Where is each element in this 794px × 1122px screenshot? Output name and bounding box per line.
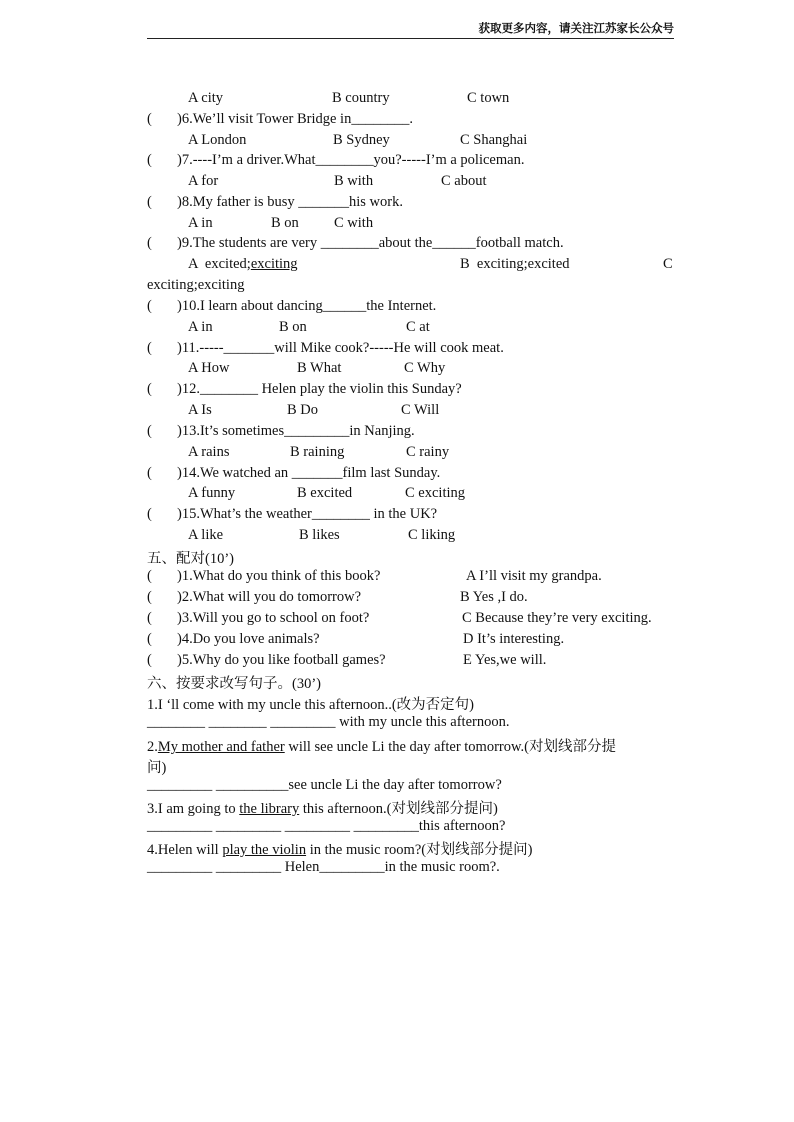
q15-option-b: B likes bbox=[299, 527, 340, 543]
q8-option-a: A in bbox=[188, 215, 213, 231]
q11-option-a: A How bbox=[188, 360, 230, 376]
match3-paren: ( bbox=[147, 610, 152, 626]
rewrite4-rest: in the music room?(对划线部分提问) bbox=[306, 842, 533, 858]
q10-option-a: A in bbox=[188, 319, 213, 335]
q7-option-c: C about bbox=[441, 173, 487, 189]
q12-paren: ( bbox=[147, 381, 152, 397]
match5-answer: E Yes,we will. bbox=[463, 652, 547, 668]
q10-option-b: B on bbox=[279, 319, 307, 335]
match1-question: )1.What do you think of this book? bbox=[177, 568, 381, 584]
q14-option-b: B excited bbox=[297, 485, 353, 501]
q6-option-c: C Shanghai bbox=[460, 132, 528, 148]
section6-title: 六、按要求改写句子。(30’) bbox=[147, 676, 321, 692]
rewrite3-rest: this afternoon.(对划线部分提问) bbox=[299, 801, 498, 817]
q15-option-c: C liking bbox=[408, 527, 456, 543]
q13-option-a: A rains bbox=[188, 444, 230, 460]
q11-paren: ( bbox=[147, 340, 152, 356]
q10-option-c: C at bbox=[406, 319, 430, 335]
q13-option-b: B raining bbox=[290, 444, 345, 460]
rewrite4-underlined: play the violin bbox=[222, 842, 307, 858]
rewrite2-underlined: My mother and father bbox=[157, 739, 285, 755]
q15-stem: )15.What’s the weather________ in the UK? bbox=[177, 506, 438, 522]
q12-option-b: B Do bbox=[287, 402, 319, 418]
q8-stem: )8.My father is busy _______his work. bbox=[177, 194, 403, 210]
q12-option-a: A Is bbox=[188, 402, 212, 418]
q14-option-c: C exciting bbox=[405, 485, 466, 501]
q8-paren: ( bbox=[147, 194, 152, 210]
q15-paren: ( bbox=[147, 506, 152, 522]
q8-option-b: B on bbox=[271, 215, 299, 231]
q11-option-b: B What bbox=[297, 360, 342, 376]
rewrite3-blank: _________ _________ _________ _________this afternoon? bbox=[147, 818, 506, 834]
q8-option-c: C with bbox=[334, 215, 374, 231]
section5-title: 五、配对(10’) bbox=[147, 551, 234, 567]
q9-stem: )9.The students are very ________about the______football match. bbox=[177, 235, 564, 251]
rewrite2-blank: _________ __________see uncle Li the day after tomorrow? bbox=[147, 777, 502, 793]
rewrite3-underlined: the library bbox=[239, 801, 300, 817]
q9-paren: ( bbox=[147, 235, 152, 251]
q12-stem: )12.________ Helen play the violin this Sunday? bbox=[177, 381, 462, 397]
match2-paren: ( bbox=[147, 589, 152, 605]
match1-paren: ( bbox=[147, 568, 152, 584]
q9-option-c-wrap: exciting;exciting bbox=[147, 277, 245, 293]
match2-question: )2.What will you do tomorrow? bbox=[177, 589, 362, 605]
q14-option-a: A funny bbox=[188, 485, 236, 501]
match1-answer: A I’ll visit my grandpa. bbox=[466, 568, 602, 584]
q14-paren: ( bbox=[147, 465, 152, 481]
match3-question: )3.Will you go to school on foot? bbox=[177, 610, 370, 626]
q6-option-b: B Sydney bbox=[333, 132, 390, 148]
q5-option-c: C town bbox=[467, 90, 510, 106]
match3-answer: C Because they’re very exciting. bbox=[462, 610, 652, 626]
rewrite4-pre: 4.Helen will bbox=[147, 842, 223, 858]
rewrite3-pre: 3.I am going to bbox=[147, 801, 240, 817]
match4-question: )4.Do you love animals? bbox=[177, 631, 320, 647]
q7-option-b: B with bbox=[334, 173, 374, 189]
q5-option-a: A city bbox=[188, 90, 224, 106]
q11-stem: )11.-----_______will Mike cook?-----He will cook meat. bbox=[177, 340, 504, 356]
q6-paren: ( bbox=[147, 111, 152, 127]
q9-option-c: C bbox=[663, 256, 673, 272]
q7-paren: ( bbox=[147, 152, 152, 168]
q6-stem: )6.We’ll visit Tower Bridge in________. bbox=[177, 111, 413, 127]
q6-option-a: A London bbox=[188, 132, 247, 148]
match5-paren: ( bbox=[147, 652, 152, 668]
rewrite1-prompt: 1.I ‘ll come with my uncle this afternoon..(改为否定句) bbox=[147, 697, 474, 713]
q13-paren: ( bbox=[147, 423, 152, 439]
match4-answer: D It’s interesting. bbox=[463, 631, 565, 647]
q10-stem: )10.I learn about dancing______the Internet. bbox=[177, 298, 437, 314]
q5-option-b: B country bbox=[332, 90, 390, 106]
rewrite2-number: 2. bbox=[147, 739, 158, 755]
rewrite2-wrap: 问) bbox=[147, 760, 167, 776]
q11-option-c: C Why bbox=[404, 360, 446, 376]
match2-answer: B Yes ,I do. bbox=[460, 589, 528, 605]
rewrite1-blank: ________ ________ _________ with my uncle this afternoon. bbox=[147, 714, 510, 730]
page-header: 获取更多内容，请关注江苏家长公众号 bbox=[147, 18, 674, 39]
q12-option-c: C Will bbox=[401, 402, 440, 418]
rewrite3-prompt bbox=[147, 797, 498, 818]
rewrite2-prompt bbox=[147, 735, 616, 756]
q10-paren: ( bbox=[147, 298, 152, 314]
q13-option-c: C rainy bbox=[406, 444, 450, 460]
q9-option-a-underlined: exciting bbox=[250, 256, 298, 272]
q7-stem: )7.----I’m a driver.What________you?-----I’m a policeman. bbox=[177, 152, 525, 168]
match4-paren: ( bbox=[147, 631, 152, 647]
rewrite2-rest: will see uncle Li the day after tomorrow.(对划线部分提 bbox=[284, 739, 616, 755]
q9-option-b: B exciting;excited bbox=[460, 256, 570, 272]
q15-option-a: A like bbox=[188, 527, 224, 543]
q7-option-a: A for bbox=[188, 173, 219, 189]
q14-stem: )14.We watched an _______film last Sunday. bbox=[177, 465, 441, 481]
q13-stem: )13.It’s sometimes_________in Nanjing. bbox=[177, 423, 415, 439]
q9-option-a: A excited;exciting bbox=[188, 256, 298, 272]
rewrite4-prompt bbox=[147, 838, 532, 859]
rewrite4-blank: _________ _________ Helen_________in the music room?. bbox=[147, 859, 500, 875]
match5-question: )5.Why do you like football games? bbox=[177, 652, 386, 668]
